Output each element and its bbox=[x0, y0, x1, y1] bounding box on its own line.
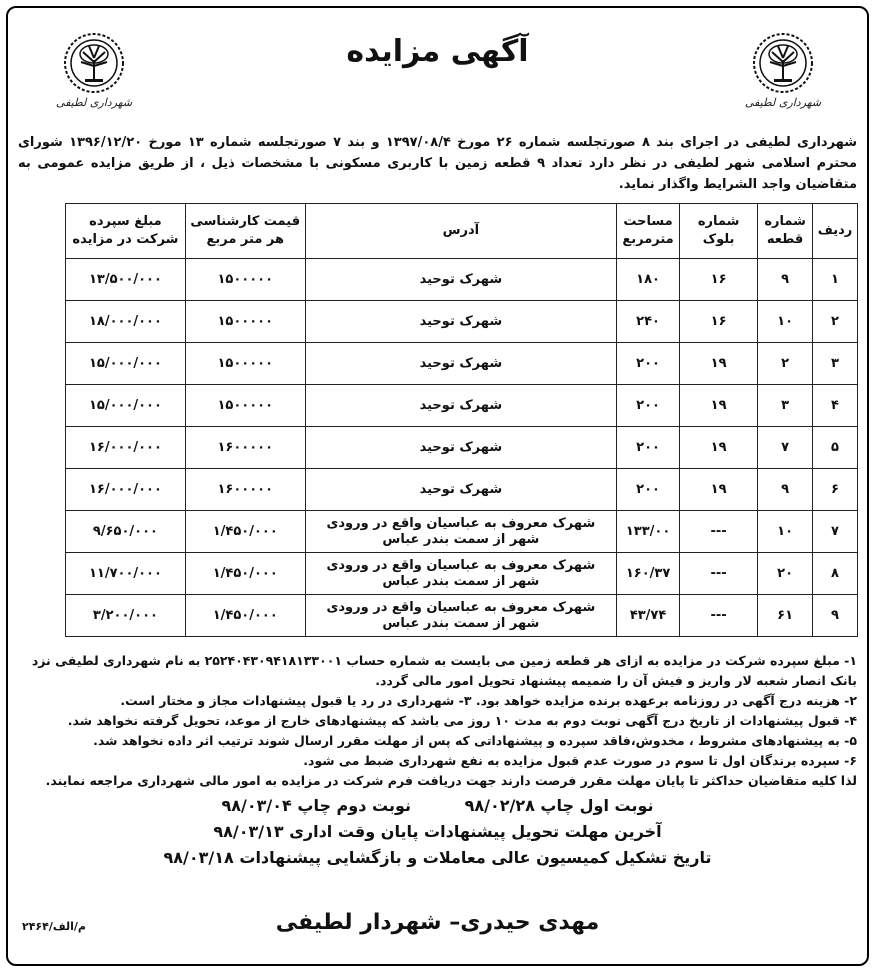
condition-item: ۶- سپرده برندگان اول تا سوم در صورت عدم قبول مزایده به نفع شهرداری ضبط می شود. bbox=[303, 753, 857, 768]
reference-number: م/الف/۲۴۶۴ bbox=[22, 920, 86, 933]
cell-block: ۱۹ bbox=[680, 343, 758, 385]
schedule bbox=[8, 793, 867, 871]
tree-emblem-icon bbox=[63, 32, 125, 94]
cell-deposit: ۱۱/۷۰۰/۰۰۰ bbox=[66, 553, 186, 595]
commission-date: تاریخ تشکیل کمیسیون عالی معاملات و بازگشایی پیشنهادات ۹۸/۰۳/۱۸ bbox=[163, 848, 712, 867]
cell-address: شهرک معروف به عباسیان واقع در ورودی شهر از سمت بندر عباس bbox=[305, 511, 616, 553]
cell-address: شهرک معروف به عباسیان واقع در ورودی شهر از سمت بندر عباس bbox=[305, 553, 616, 595]
cell-deposit: ۳/۲۰۰/۰۰۰ bbox=[66, 595, 186, 637]
cell-address: شهرک توحید bbox=[305, 469, 616, 511]
cell-plot: ۷ bbox=[758, 427, 813, 469]
cell-row: ۱ bbox=[813, 259, 858, 301]
cell-row: ۴ bbox=[813, 385, 858, 427]
cell-block: --- bbox=[680, 595, 758, 637]
cell-block: ۱۹ bbox=[680, 469, 758, 511]
cell-plot: ۳ bbox=[758, 385, 813, 427]
col-area: مساحت مترمربع bbox=[617, 204, 680, 259]
cell-price: ۱/۴۵۰/۰۰۰ bbox=[185, 553, 305, 595]
cell-area: ۱۳۳/۰۰ bbox=[617, 511, 680, 553]
cell-plot: ۱۰ bbox=[758, 511, 813, 553]
cell-address: شهرک توحید bbox=[305, 385, 616, 427]
col-block: شماره بلوک bbox=[680, 204, 758, 259]
cell-price: ۱۶۰۰۰۰۰ bbox=[185, 427, 305, 469]
cell-row: ۵ bbox=[813, 427, 858, 469]
table-row bbox=[66, 595, 858, 637]
cell-deposit: ۱۳/۵۰۰/۰۰۰ bbox=[66, 259, 186, 301]
auction-notice bbox=[6, 6, 869, 966]
signature: مهدی حیدری– شهردار لطیفی bbox=[275, 910, 600, 935]
cell-plot: ۲۰ bbox=[758, 553, 813, 595]
cell-deposit: ۱۵/۰۰۰/۰۰۰ bbox=[66, 385, 186, 427]
cell-price: ۱۵۰۰۰۰۰ bbox=[185, 259, 305, 301]
cell-price: ۱۶۰۰۰۰۰ bbox=[185, 469, 305, 511]
col-deposit: مبلغ سپرده شرکت در مزایده bbox=[66, 204, 186, 259]
cell-row: ۶ bbox=[813, 469, 858, 511]
cell-row: ۹ bbox=[813, 595, 858, 637]
cell-address: شهرک توحید bbox=[305, 343, 616, 385]
cell-price: ۱۵۰۰۰۰۰ bbox=[185, 385, 305, 427]
cell-plot: ۲ bbox=[758, 343, 813, 385]
condition-item: ۴- قبول پیشنهادات از تاریخ درج آگهی نوبت دوم به مدت ۱۰ روز می باشد که پیشنهادهای خارج از موعد، تحویل گرفته نخواهد شد. bbox=[67, 713, 857, 728]
cell-plot: ۹ bbox=[758, 469, 813, 511]
cell-plot: ۶۱ bbox=[758, 595, 813, 637]
cell-area: ۱۸۰ bbox=[617, 259, 680, 301]
col-row: ردیف bbox=[813, 204, 858, 259]
condition-item: ۲- هزینه درج آگهی در روزنامه برعهده برنده مزایده خواهد بود. ۳- شهرداری در رد یا قبول پیشنهادات مجاز و مختار است. bbox=[120, 693, 857, 708]
col-plot: شماره قطعه bbox=[758, 204, 813, 259]
col-price: قیمت کارشناسی هر متر مربع bbox=[185, 204, 305, 259]
logo-caption: شهرداری لطیفی bbox=[744, 96, 822, 109]
header bbox=[8, 8, 867, 126]
cell-deposit: ۱۶/۰۰۰/۰۰۰ bbox=[66, 427, 186, 469]
table-row bbox=[66, 385, 858, 427]
condition-item: لذا کلیه متقاضیان حداکثر تا پایان مهلت مقرر فرصت دارند جهت دریافت فرم شرکت در مزایده به امور مالی شهرداری مراجعه نمایند. bbox=[45, 773, 857, 788]
cell-area: ۲۰۰ bbox=[617, 469, 680, 511]
cell-deposit: ۱۵/۰۰۰/۰۰۰ bbox=[66, 343, 186, 385]
cell-price: ۱/۴۵۰/۰۰۰ bbox=[185, 511, 305, 553]
cell-price: ۱۵۰۰۰۰۰ bbox=[185, 343, 305, 385]
cell-block: ۱۹ bbox=[680, 385, 758, 427]
page-title: آگهی مزایده bbox=[346, 34, 529, 69]
cell-price: ۱/۴۵۰/۰۰۰ bbox=[185, 595, 305, 637]
logo-caption: شهرداری لطیفی bbox=[55, 96, 133, 109]
cell-address: شهرک توحید bbox=[305, 259, 616, 301]
cell-deposit: ۱۸/۰۰۰/۰۰۰ bbox=[66, 301, 186, 343]
table-header-row bbox=[66, 204, 858, 259]
table-row bbox=[66, 343, 858, 385]
cell-area: ۴۳/۷۴ bbox=[617, 595, 680, 637]
cell-deposit: ۹/۶۵۰/۰۰۰ bbox=[66, 511, 186, 553]
cell-address: شهرک معروف به عباسیان واقع در ورودی شهر از سمت بندر عباس bbox=[305, 595, 616, 637]
second-print-date: نوبت دوم چاپ ۹۸/۰۳/۰۴ bbox=[221, 796, 411, 815]
cell-block: ۱۶ bbox=[680, 301, 758, 343]
condition-item: ۱- مبلغ سپرده شرکت در مزایده به ازای هر قطعه زمین می بایست به شماره حساب ۲۵۲۴۰۴۳۰۹۴۱۸۱۳۳۰۰۱ به نام شهرداری لطیفی نزد بانک انصار شعبه لار واریز و فیش آن را ضمیمه پیشنهاد تحویل امور مالی گردد. bbox=[31, 653, 857, 688]
table-row bbox=[66, 511, 858, 553]
cell-address: شهرک توحید bbox=[305, 301, 616, 343]
municipality-logo-left bbox=[54, 32, 134, 122]
cell-block: ۱۹ bbox=[680, 427, 758, 469]
cell-row: ۸ bbox=[813, 553, 858, 595]
table-row bbox=[66, 301, 858, 343]
cell-row: ۳ bbox=[813, 343, 858, 385]
print-dates bbox=[8, 793, 867, 819]
cell-plot: ۱۰ bbox=[758, 301, 813, 343]
cell-block: --- bbox=[680, 511, 758, 553]
first-print-date: نوبت اول چاپ ۹۸/۰۲/۲۸ bbox=[464, 796, 654, 815]
col-address: آدرس bbox=[305, 204, 616, 259]
cell-area: ۲۰۰ bbox=[617, 385, 680, 427]
cell-deposit: ۱۶/۰۰۰/۰۰۰ bbox=[66, 469, 186, 511]
plots-table bbox=[65, 203, 858, 637]
table-row bbox=[66, 259, 858, 301]
deadline-date: آخرین مهلت تحویل پیشنهادات پایان وقت اداری ۹۸/۰۳/۱۳ bbox=[213, 822, 662, 841]
intro-paragraph: شهرداری لطیفی در اجرای بند ۸ صورتجلسه شماره ۲۶ مورخ ۱۳۹۷/۰۸/۴ و بند ۷ صورتجلسه شماره ۱۳ مورخ ۱۳۹۶/۱۲/۲۰ شورای محترم اسلامی شهر لطیفی در نظر دارد تعداد ۹ قطعه زمین با کاربری مسکونی با مشخصات ذیل ، از طریق مزایده عمومی به متقاضیان واجد الشرایط واگذار نماید. bbox=[18, 135, 858, 192]
cell-block: --- bbox=[680, 553, 758, 595]
cell-price: ۱۵۰۰۰۰۰ bbox=[185, 301, 305, 343]
cell-area: ۲۰۰ bbox=[617, 343, 680, 385]
cell-address: شهرک توحید bbox=[305, 427, 616, 469]
cell-area: ۲۴۰ bbox=[617, 301, 680, 343]
cell-plot: ۹ bbox=[758, 259, 813, 301]
conditions-list bbox=[8, 637, 867, 791]
cell-row: ۷ bbox=[813, 511, 858, 553]
footer bbox=[8, 910, 867, 950]
table-row bbox=[66, 469, 858, 511]
table-row bbox=[66, 427, 858, 469]
table-row bbox=[66, 553, 858, 595]
cell-row: ۲ bbox=[813, 301, 858, 343]
cell-block: ۱۶ bbox=[680, 259, 758, 301]
condition-item: ۵- به پیشنهادهای مشروط ، مخدوش،فاقد سپرده و پیشنهاداتی که پس از مهلت مقرر ارسال شوند ترتیب اثر داده نخواهد شد. bbox=[93, 733, 857, 748]
cell-area: ۲۰۰ bbox=[617, 427, 680, 469]
cell-area: ۱۶۰/۳۷ bbox=[617, 553, 680, 595]
